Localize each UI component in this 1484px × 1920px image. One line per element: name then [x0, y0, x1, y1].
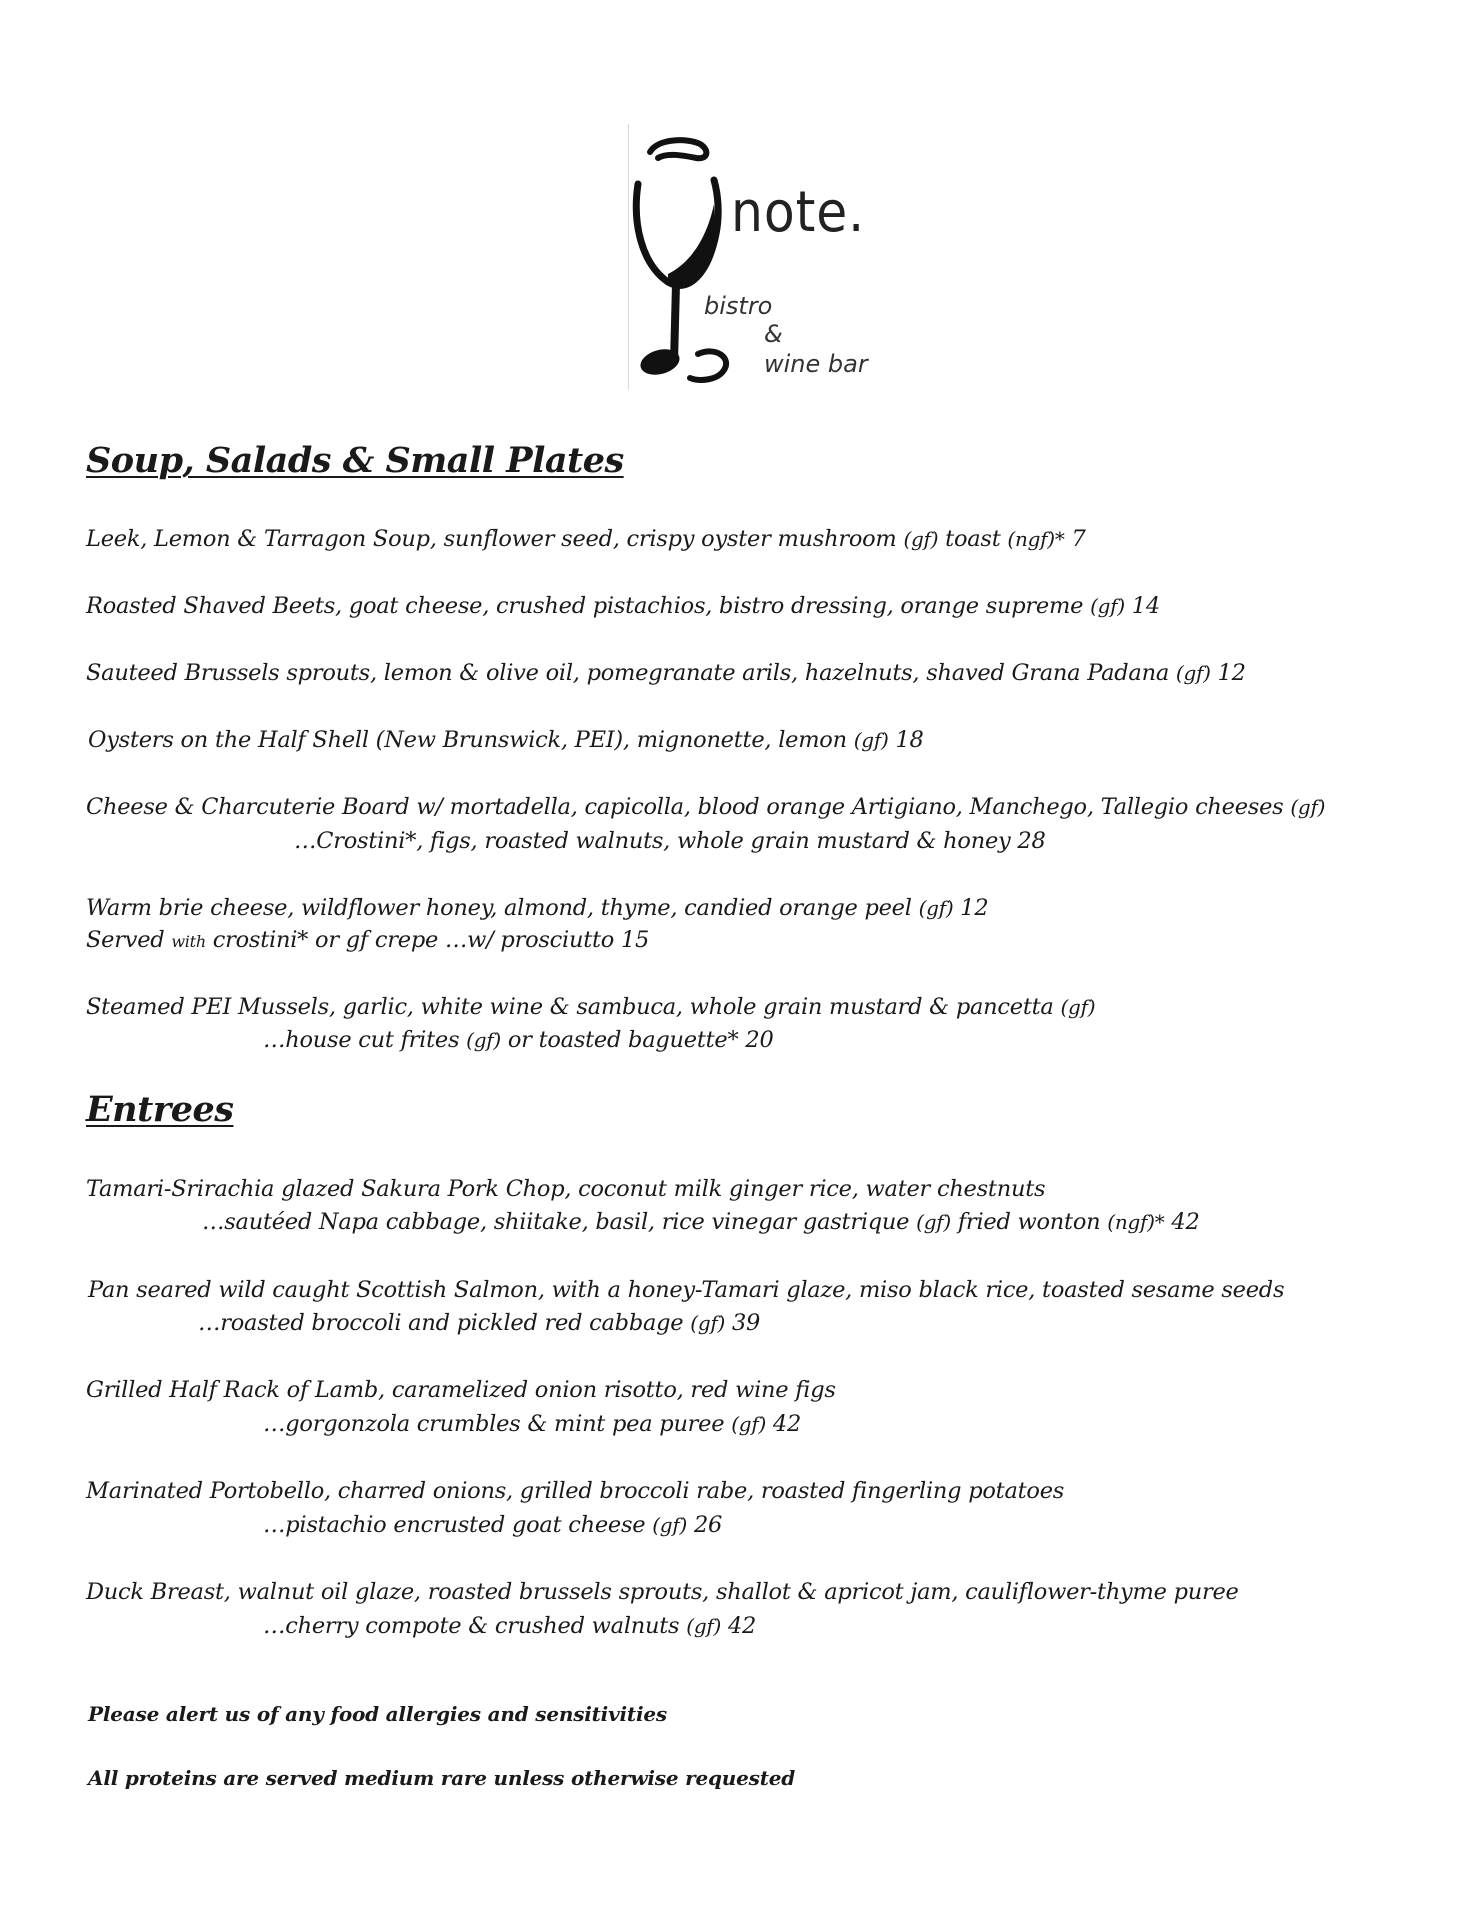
item-text: Cheese & Charcuterie Board w/ mortadella, capicolla, blood orange Artigiano, Manchego, Tallegio cheeses [86, 794, 1291, 820]
item-text: or toasted baguette* 20 [500, 1027, 774, 1053]
item-text: Tamari-Srirachia glazed Sakura Pork Chop, coconut milk ginger rice, water chestnuts [86, 1176, 1046, 1202]
logo-line-wine-bar: wine bar [764, 350, 868, 378]
restaurant-logo [628, 124, 896, 396]
ngf-tag: (ngf)* [1107, 1210, 1165, 1234]
item-text: Grilled Half Rack of Lamb, caramelized onion risotto, red wine figs [86, 1377, 836, 1403]
item-price: 14 [1124, 593, 1160, 619]
menu-item-mussels-detail [263, 1027, 774, 1053]
menu-item-salmon-detail [198, 1310, 760, 1336]
item-text: Warm brie cheese, wildflower honey, almond, thyme, candied orange peel [86, 895, 919, 921]
gf-tag: (gf) [731, 1412, 767, 1436]
gf-tag: (gf) [466, 1028, 501, 1052]
gf-tag: (gf) [916, 1210, 951, 1234]
item-text: Marinated Portobello, charred onions, grilled broccoli rabe, roasted fingerling potatoes [86, 1478, 1065, 1504]
gf-tag: (gf) [918, 896, 954, 920]
item-price: 39 [725, 1310, 761, 1336]
item-text: Leek, Lemon & Tarragon Soup, sunflower seed, crispy oyster mushroom [86, 526, 904, 552]
item-price: 18 [888, 727, 924, 753]
menu-item-charcuterie-detail [294, 828, 1046, 854]
gf-tag: (gf) [1175, 661, 1211, 685]
item-text: …sautéed Napa cabbage, shiitake, basil, rice vinegar gastrique [202, 1209, 917, 1235]
gf-tag: (gf) [903, 527, 939, 551]
item-text: Roasted Shaved Beets, goat cheese, crushed pistachios, bistro dressing, orange supreme [86, 593, 1091, 619]
gf-tag: (gf) [686, 1614, 722, 1638]
menu-item-oysters [88, 727, 924, 753]
gf-tag: (gf) [853, 728, 889, 752]
section-title-small-plates: Soup, Salads & Small Plates [86, 440, 624, 481]
item-text: crostini* or gf crepe …w/ prosciutto 15 [205, 927, 650, 953]
menu-item-pork-chop-detail [202, 1209, 1200, 1235]
item-price: 42 [766, 1411, 802, 1437]
item-text: …roasted broccoli and pickled red cabbage [198, 1310, 691, 1336]
item-text: Steamed PEI Mussels, garlic, white wine & sambuca, whole grain mustard & pancetta [86, 994, 1061, 1020]
menu-item-portobello [86, 1478, 1064, 1504]
item-price: 12 [953, 895, 989, 921]
menu-item-salmon [88, 1277, 1284, 1303]
gf-tag: (gf) [652, 1513, 688, 1537]
menu-item-brie-serving [86, 927, 649, 953]
item-text: Duck Breast, walnut oil glaze, roasted brussels sprouts, shallot & apricot jam, cauliflower-thyme puree [86, 1579, 1239, 1605]
protein-note: All proteins are served medium rare unless otherwise requested [88, 1766, 796, 1790]
gf-tag: (gf) [690, 1311, 726, 1335]
item-text: toast [938, 526, 1008, 552]
item-price: 12 [1210, 660, 1246, 686]
item-text: …pistachio encrusted goat cheese [263, 1512, 653, 1538]
gf-tag: (gf) [1290, 795, 1326, 819]
menu-item-leek-soup [86, 526, 1086, 552]
item-text: with [171, 932, 206, 951]
item-text: Served [86, 927, 172, 953]
item-text: …cherry compote & crushed walnuts [263, 1613, 687, 1639]
item-text: …house cut frites [263, 1027, 467, 1053]
item-price: 42 [1164, 1209, 1200, 1235]
menu-item-pork-chop [86, 1176, 1045, 1202]
section-title-entrees: Entrees [86, 1089, 234, 1130]
menu-item-mussels [86, 994, 1095, 1020]
menu-item-portobello-detail [263, 1512, 722, 1538]
item-text: fried wonton [950, 1209, 1108, 1235]
item-price: 7 [1064, 526, 1086, 552]
menu-item-lamb-detail [263, 1411, 801, 1437]
menu-item-brie [86, 895, 988, 921]
item-text: …gorgonzola crumbles & mint pea puree [263, 1411, 732, 1437]
menu-item-charcuterie [86, 794, 1325, 820]
gf-tag: (gf) [1090, 594, 1125, 618]
menu-item-duck-detail [263, 1613, 756, 1639]
item-text: …Crostini*, figs, roasted walnuts, whole grain mustard & honey 28 [294, 828, 1046, 854]
menu-item-brussels [86, 660, 1246, 686]
ngf-tag: (ngf)* [1007, 527, 1065, 551]
item-text: Pan seared wild caught Scottish Salmon, with a honey-Tamari glaze, miso black rice, toasted sesame seeds [88, 1277, 1285, 1303]
item-price: 26 [687, 1512, 723, 1538]
logo-line-bistro: bistro [704, 292, 773, 320]
menu-item-duck [86, 1579, 1239, 1605]
menu-item-lamb [86, 1377, 836, 1403]
logo-name: note. [731, 180, 866, 245]
gf-tag: (gf) [1060, 995, 1096, 1019]
allergy-note: Please alert us of any food allergies and sensitivities [88, 1702, 667, 1726]
item-text: Sauteed Brussels sprouts, lemon & olive oil, pomegranate arils, hazelnuts, shaved Grana Padana [86, 660, 1176, 686]
item-price: 42 [721, 1613, 757, 1639]
logo-line-ampersand: & [764, 320, 783, 348]
item-text: Oysters on the Half Shell (New Brunswick, PEI), mignonette, lemon [88, 727, 854, 753]
menu-item-beets [86, 593, 1160, 619]
